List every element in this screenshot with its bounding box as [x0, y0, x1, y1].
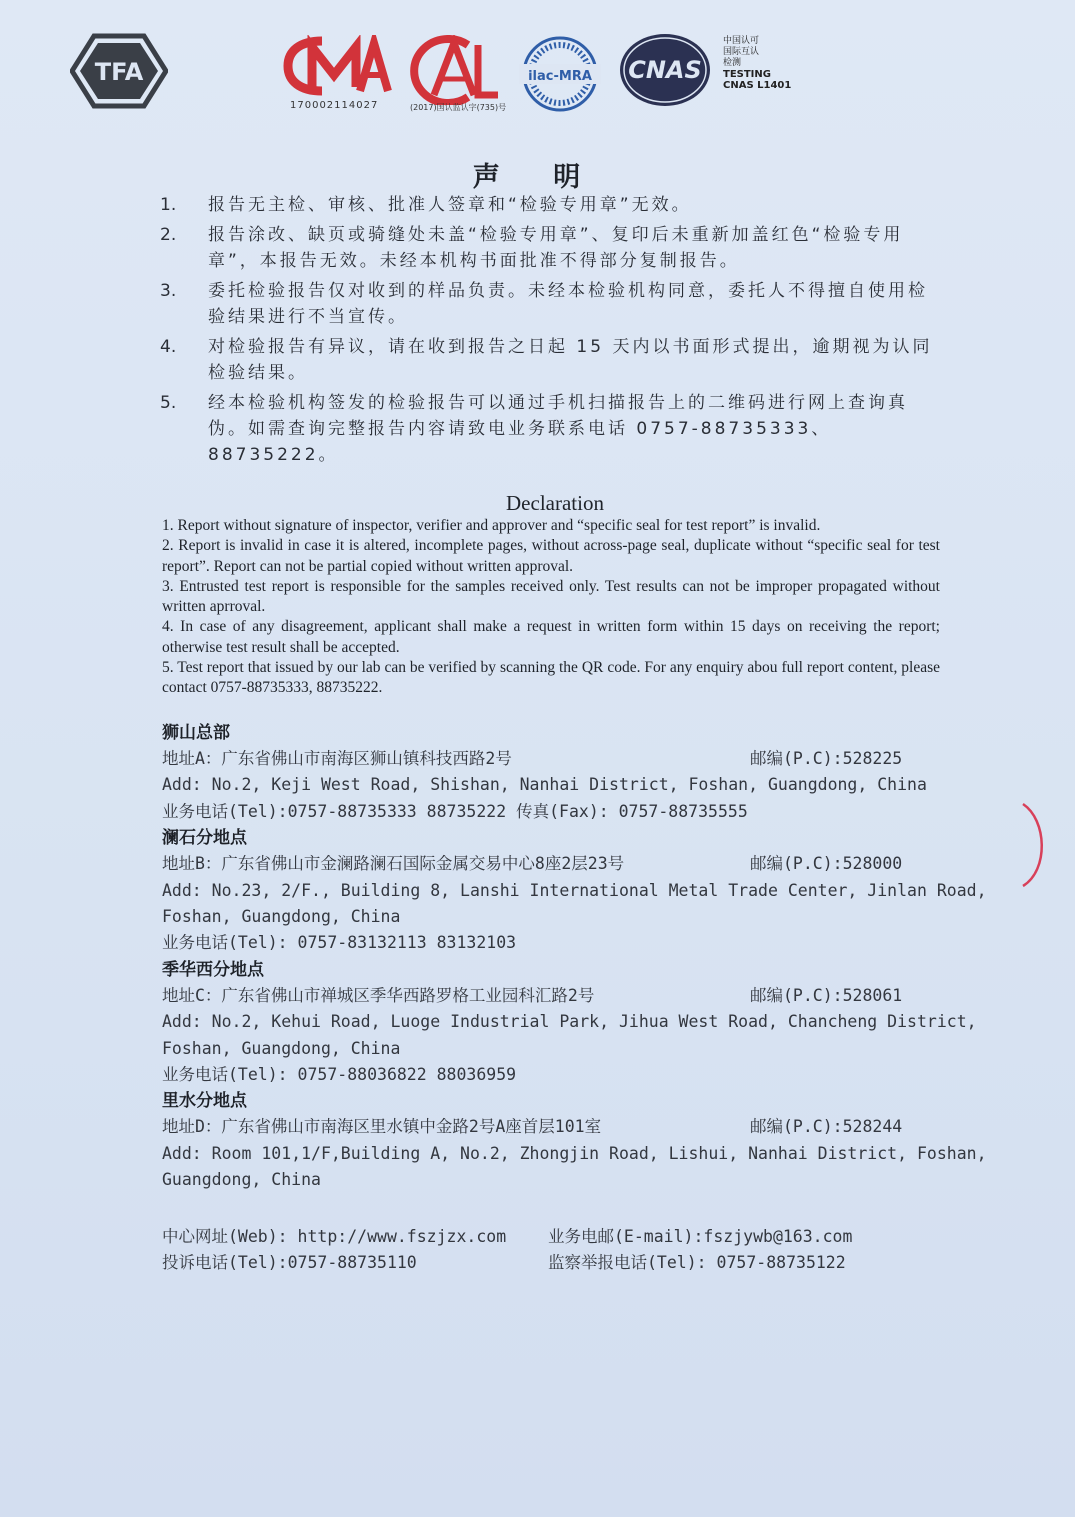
item-number: 1.	[160, 195, 177, 215]
postcode: 邮编(P.C):528225	[750, 749, 903, 768]
postcode: 邮编(P.C):528061	[750, 985, 903, 1005]
location-block	[162, 1088, 987, 1193]
address-cn-text: 地址B：广东省佛山市金澜路澜石国际金属交易中心8座2层23号	[162, 854, 625, 874]
address-en-line: Foshan, Guangdong, China	[162, 906, 401, 926]
declaration-item-en: 5. Test report that issued by our lab can be verified by scanning the QR code. For any enquiry abou full report content, please contact 0757-88735333, 88735222.	[162, 659, 940, 697]
declaration-item-en: 1. Report without signature of inspector, verifier and approver and “specific seal for test report” is invalid.	[162, 517, 821, 534]
address-en-line: Add: No.2, Kehui Road, Luoge Industrial Park, Jihua West Road, Chancheng District,	[162, 1012, 977, 1032]
location-name: 里水分地点	[162, 1091, 247, 1112]
cma-logo	[282, 35, 392, 97]
cnas-caption-line: CNAS L1401	[723, 80, 792, 91]
seal-stamp-edge	[1017, 800, 1057, 890]
address-en-line: Add: Room 101,1/F,Building A, No.2, Zhongjin Road, Lishui, Nanhai District, Foshan,	[162, 1143, 987, 1163]
contact-row	[162, 1250, 962, 1276]
complaint-phone: 投诉电话(Tel):0757-88735110	[162, 1253, 417, 1272]
item-number: 5.	[160, 393, 177, 413]
statement-item-cn	[160, 390, 940, 468]
item-text: 经本检验机构签发的检验报告可以通过手机扫描报告上的二维码进行网上查询真伪。如需查询完整报告内容请致电业务联系电话 0757-88735333、88735222。	[208, 393, 908, 465]
location-address-cn	[162, 1114, 962, 1140]
postcode: 邮编(P.C):528000	[750, 854, 903, 874]
cma-logo-text: CMA	[282, 35, 285, 36]
location-name: 澜石分地点	[162, 828, 247, 849]
address-cn-text: 地址A：广东省佛山市南海区狮山镇科技西路2号	[162, 749, 512, 768]
cnas-caption-line: 中国认可	[723, 36, 760, 46]
cnas-caption-line: 国际互认	[723, 47, 760, 57]
item-text: 报告无主检、审核、批准人签章和“检验专用章”无效。	[208, 195, 692, 215]
business-email[interactable]: 业务电邮(E-mail):fszjywb@163.com	[548, 1227, 853, 1246]
cal-logo	[408, 35, 500, 105]
item-number: 3.	[160, 281, 177, 301]
location-name: 狮山总部	[162, 723, 230, 743]
website[interactable]: 中心网址(Web): http://www.fszjzx.com	[162, 1227, 507, 1246]
declaration-item-en: 3. Entrusted test report is responsible for the samples received only. Test results can not be improper propagated without written aprroval.	[162, 577, 940, 616]
cal-logo-text: CAL	[408, 35, 411, 36]
contact-row	[162, 1224, 962, 1250]
accreditation-logos	[70, 32, 830, 122]
cal-certificate-code: (2017)国认监认字(735)号	[410, 103, 507, 112]
location-name: 季华西分地点	[162, 959, 264, 980]
ilac-mra-logo-text: ilac-MRA	[528, 69, 592, 84]
address-cn-text: 地址D：广东省佛山市南海区里水镇中金路2号A座首层101室	[162, 1117, 602, 1137]
statement-title-cn: 声 明	[472, 162, 603, 193]
cnas-caption	[723, 36, 791, 91]
cnas-logo-text: CNAS	[628, 56, 702, 84]
address-en-line: Foshan, Guangdong, China	[162, 1038, 401, 1058]
statement-item-cn	[160, 192, 940, 218]
tfa-logo	[70, 32, 168, 110]
tfa-logo-text: TFA	[94, 58, 144, 86]
declaration-item-en: 4. In case of any disagreement, applicant shall make a request in written form within 15 days on receiving the report; otherwise test result shall be accepted.	[162, 618, 940, 656]
location-block	[162, 825, 987, 957]
location-tel: 业务电话(Tel):0757-88735333 88735222 传真(Fax): 0757-88735555	[162, 801, 748, 821]
statement-item-cn	[160, 334, 940, 386]
cma-certificate-code: 170002114027	[290, 100, 379, 111]
cnas-logo	[618, 32, 712, 108]
declaration-list-en	[162, 516, 940, 699]
address-en-line: Add: No.2, Keji West Road, Shishan, Nanhai District, Foshan, Guangdong, China	[162, 775, 927, 795]
locations-section	[162, 720, 987, 1193]
statement-list-cn	[160, 192, 940, 472]
location-address-cn	[162, 746, 962, 772]
location-block	[162, 720, 962, 825]
item-text: 对检验报告有异议，请在收到报告之日起 15 天内以书面形式提出，逾期视为认同检验结果。	[208, 337, 933, 383]
item-text: 报告涂改、缺页或骑缝处未盖“检验专用章”、复印后未重新加盖红色“检验专用章”，本报告无效。未经本机构书面批准不得部分复制报告。	[208, 225, 904, 271]
statement-item-cn	[160, 278, 940, 330]
location-block	[162, 957, 977, 1089]
cnas-caption-line: 检测	[723, 58, 742, 68]
postcode: 邮编(P.C):528244	[750, 1117, 903, 1137]
declaration-title-en: Declaration	[506, 491, 604, 515]
location-address-cn	[162, 851, 962, 877]
statement-item-cn	[160, 222, 940, 274]
address-cn-text: 地址C：广东省佛山市禅城区季华西路罗格工业园科汇路2号	[162, 985, 595, 1005]
location-tel: 业务电话(Tel): 0757-88036822 88036959	[162, 1064, 517, 1084]
address-en-line: Add: No.23, 2/F., Building 8, Lanshi International Metal Trade Center, Jinlan Road,	[162, 880, 987, 900]
item-number: 4.	[160, 337, 177, 357]
location-address-cn	[162, 983, 962, 1009]
item-number: 2.	[160, 225, 177, 245]
cnas-caption-line: TESTING	[723, 69, 771, 80]
ilac-mra-logo	[515, 34, 605, 114]
supervision-phone: 监察举报电话(Tel): 0757-88735122	[548, 1253, 846, 1272]
declaration-item-en: 2. Report is invalid in case it is altered, incomplete pages, without across-page seal, duplicate without “specific seal for test report”. Report can not be partial copied without written approval.	[162, 537, 940, 575]
item-text: 委托检验报告仅对收到的样品负责。未经本检验机构同意，委托人不得擅自使用检验结果进行不当宣传。	[208, 281, 928, 327]
location-tel: 业务电话(Tel): 0757-83132113 83132103	[162, 933, 517, 953]
contact-section	[162, 1224, 962, 1276]
address-en-line: Guangdong, China	[162, 1170, 321, 1190]
